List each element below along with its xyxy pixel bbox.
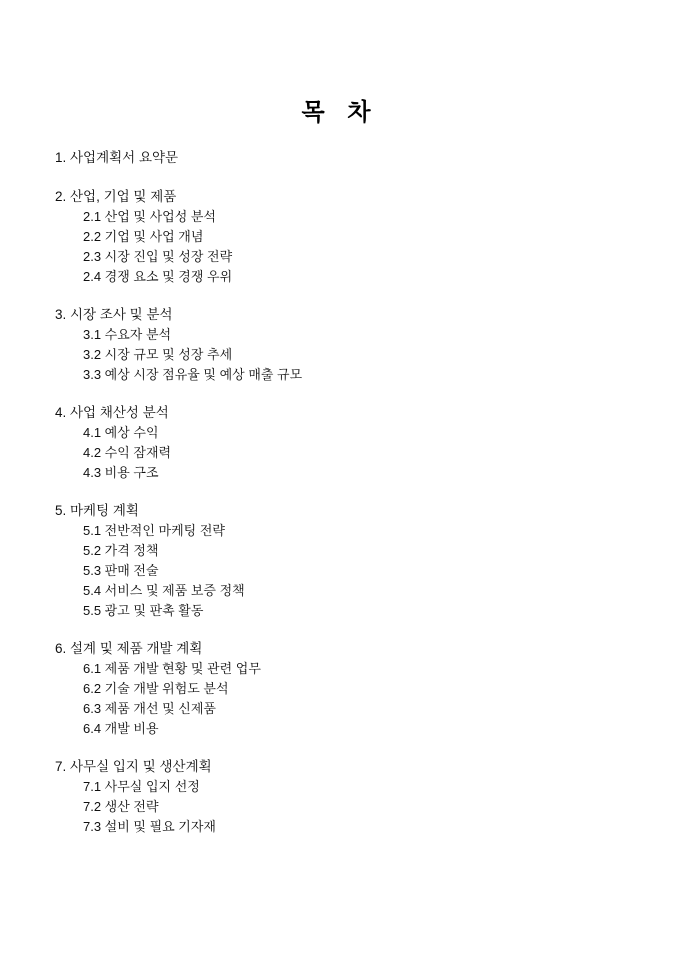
toc-subsection: 2.1 산업 및 사업성 분석 xyxy=(83,209,216,224)
table-of-contents xyxy=(55,148,640,855)
toc-subsection: 6.2 기술 개발 위험도 분석 xyxy=(83,681,229,696)
toc-subsection: 5.4 서비스 및 제품 보증 정책 xyxy=(83,583,245,598)
toc-subsection: 6.3 제품 개선 및 신제품 xyxy=(83,701,216,716)
toc-subsection: 5.1 전반적인 마케팅 전략 xyxy=(83,523,225,538)
toc-subsection: 5.2 가격 정책 xyxy=(83,543,159,558)
toc-group xyxy=(55,501,640,621)
toc-chapter: 3. 시장 조사 및 분석 xyxy=(55,307,173,322)
toc-group xyxy=(55,187,640,287)
toc-subsection: 4.1 예상 수익 xyxy=(83,425,159,440)
toc-subsection: 3.3 예상 시장 점유율 및 예상 매출 규모 xyxy=(83,367,303,382)
toc-subsection: 7.1 사무실 입지 선정 xyxy=(83,779,200,794)
toc-subsection: 4.2 수익 잠재력 xyxy=(83,445,172,460)
toc-chapter: 5. 마케팅 계획 xyxy=(55,503,139,518)
toc-subsection: 4.3 비용 구조 xyxy=(83,465,159,480)
page-title: 목 차 xyxy=(301,99,379,126)
toc-subsection: 7.3 설비 및 필요 기자재 xyxy=(83,819,216,834)
toc-subsection: 6.4 개발 비용 xyxy=(83,721,159,736)
toc-group xyxy=(55,305,640,385)
toc-subsection: 2.2 기업 및 사업 개념 xyxy=(83,229,204,244)
toc-group xyxy=(55,403,640,483)
toc-subsection: 3.2 시장 규모 및 성장 추세 xyxy=(83,347,233,362)
toc-group xyxy=(55,757,640,837)
toc-subsection: 6.1 제품 개발 현황 및 관련 업무 xyxy=(83,661,261,676)
toc-subsection: 2.3 시장 진입 및 성장 전략 xyxy=(83,249,233,264)
toc-subsection: 7.2 생산 전략 xyxy=(83,799,159,814)
toc-group xyxy=(55,639,640,739)
toc-chapter: 4. 사업 채산성 분석 xyxy=(55,405,169,420)
toc-subsection: 2.4 경쟁 요소 및 경쟁 우위 xyxy=(83,269,233,284)
toc-chapter: 2. 산업, 기업 및 제품 xyxy=(55,189,177,204)
toc-subsection: 3.1 수요자 분석 xyxy=(83,327,172,342)
toc-group xyxy=(55,148,640,168)
toc-chapter: 7. 사무실 입지 및 생산계획 xyxy=(55,759,212,774)
toc-subsection: 5.5 광고 및 판촉 활동 xyxy=(83,603,204,618)
toc-chapter: 1. 사업계획서 요약문 xyxy=(55,150,179,165)
toc-chapter: 6. 설계 및 제품 개발 계획 xyxy=(55,641,203,656)
toc-subsection: 5.3 판매 전술 xyxy=(83,563,159,578)
